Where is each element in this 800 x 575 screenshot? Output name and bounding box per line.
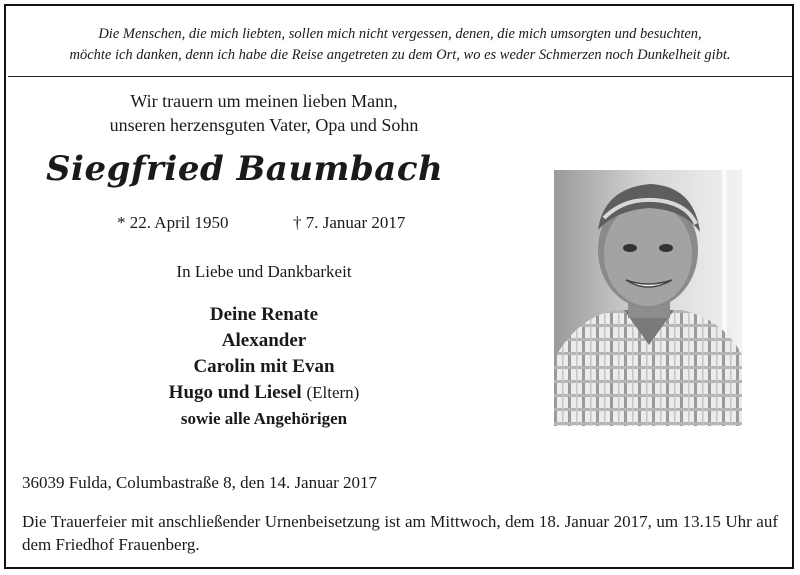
quote-line-2: möchte ich danken, denn ich habe die Reise angetreten zu dem Ort, wo es weder Schmerzen noch Dunkelheit gibt. bbox=[69, 47, 731, 63]
death-date: † 7. Januar 2017 bbox=[293, 213, 406, 232]
intro-block bbox=[0, 89, 528, 137]
closing-phrase: In Liebe und Dankbarkeit bbox=[176, 262, 352, 281]
mourner-line-2: Alexander bbox=[221, 330, 307, 351]
mourner-relation: (Eltern) bbox=[306, 383, 360, 402]
deceased-name: Siegfried Baumbach bbox=[46, 149, 444, 189]
mourner-line-4 bbox=[0, 380, 528, 406]
ceremony-info: Die Trauerfeier mit anschließender Urnenbeisetzung ist am Mittwoch, dem 18. Januar 2017, um 13.15 Uhr auf dem Friedhof Frauenberg. bbox=[22, 512, 778, 554]
mourner-line-3: Carolin mit Evan bbox=[193, 356, 335, 377]
mourners-list bbox=[0, 302, 528, 432]
mourner-line-1: Deine Renate bbox=[209, 304, 319, 325]
quote-block bbox=[0, 24, 800, 66]
intro-line-1: Wir trauern um meinen lieben Mann, bbox=[130, 91, 398, 111]
divider bbox=[8, 76, 792, 77]
place-and-date: 36039 Fulda, Columbastraße 8, den 14. Januar 2017 bbox=[22, 473, 378, 492]
quote-line-1: Die Menschen, die mich liebten, sollen mich nicht vergessen, denen, die mich umsorgten und besuchten, bbox=[98, 26, 702, 42]
intro-line-2: unseren herzensguten Vater, Opa und Sohn bbox=[109, 115, 419, 135]
birth-date: * 22. April 1950 bbox=[117, 213, 229, 232]
mourner-line-5: sowie alle Angehörigen bbox=[180, 409, 348, 428]
portrait-photo bbox=[554, 170, 742, 426]
mourner-parents: Hugo und Liesel bbox=[168, 382, 302, 403]
